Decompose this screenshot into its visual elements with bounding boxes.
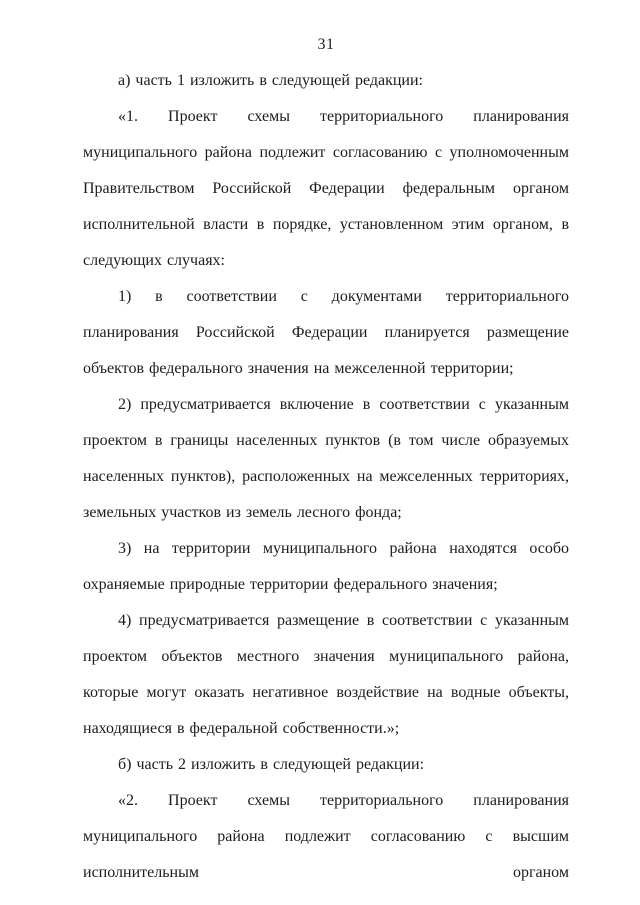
paragraph-item-a: а) часть 1 изложить в следующей редакции: [118,72,423,89]
document-body [83,63,569,891]
page-number: 31 [317,36,335,53]
paragraph-case-4: 4) предусматривается размещение в соответствии с указанным проектом объектов местного значения муниципального района, которые могут оказать негативное воздействие на водные объекты, находящиеся в федеральной собственности.»; [83,612,569,737]
paragraph-case-3: 3) на территории муниципального района находятся особо охраняемые природные территории федерального значения; [83,540,569,593]
paragraph-case-2: 2) предусматривается включение в соответствии с указанным проектом в границы населенных пунктов (в том числе образуемых населенных пунктов), расположенных на межселенных территориях, земельных участков из земель лесного фонда; [83,396,569,521]
paragraph-part-2: «2. Проект схемы территориального планирования муниципального района подлежит согласованию с высшим исполнительным органом [83,792,569,881]
paragraph-case-1: 1) в соответствии с документами территориального планирования Российской Федерации планируется размещение объектов федерального значения на межселенной территории; [83,288,569,377]
paragraph-part-1: «1. Проект схемы территориального планирования муниципального района подлежит согласованию с уполномоченным Правительством Российской Федерации федеральным органом исполнительной власти в порядке, установленном этим органом, в следующих случаях: [83,108,569,269]
paragraph-item-b: б) часть 2 изложить в следующей редакции: [118,756,425,773]
